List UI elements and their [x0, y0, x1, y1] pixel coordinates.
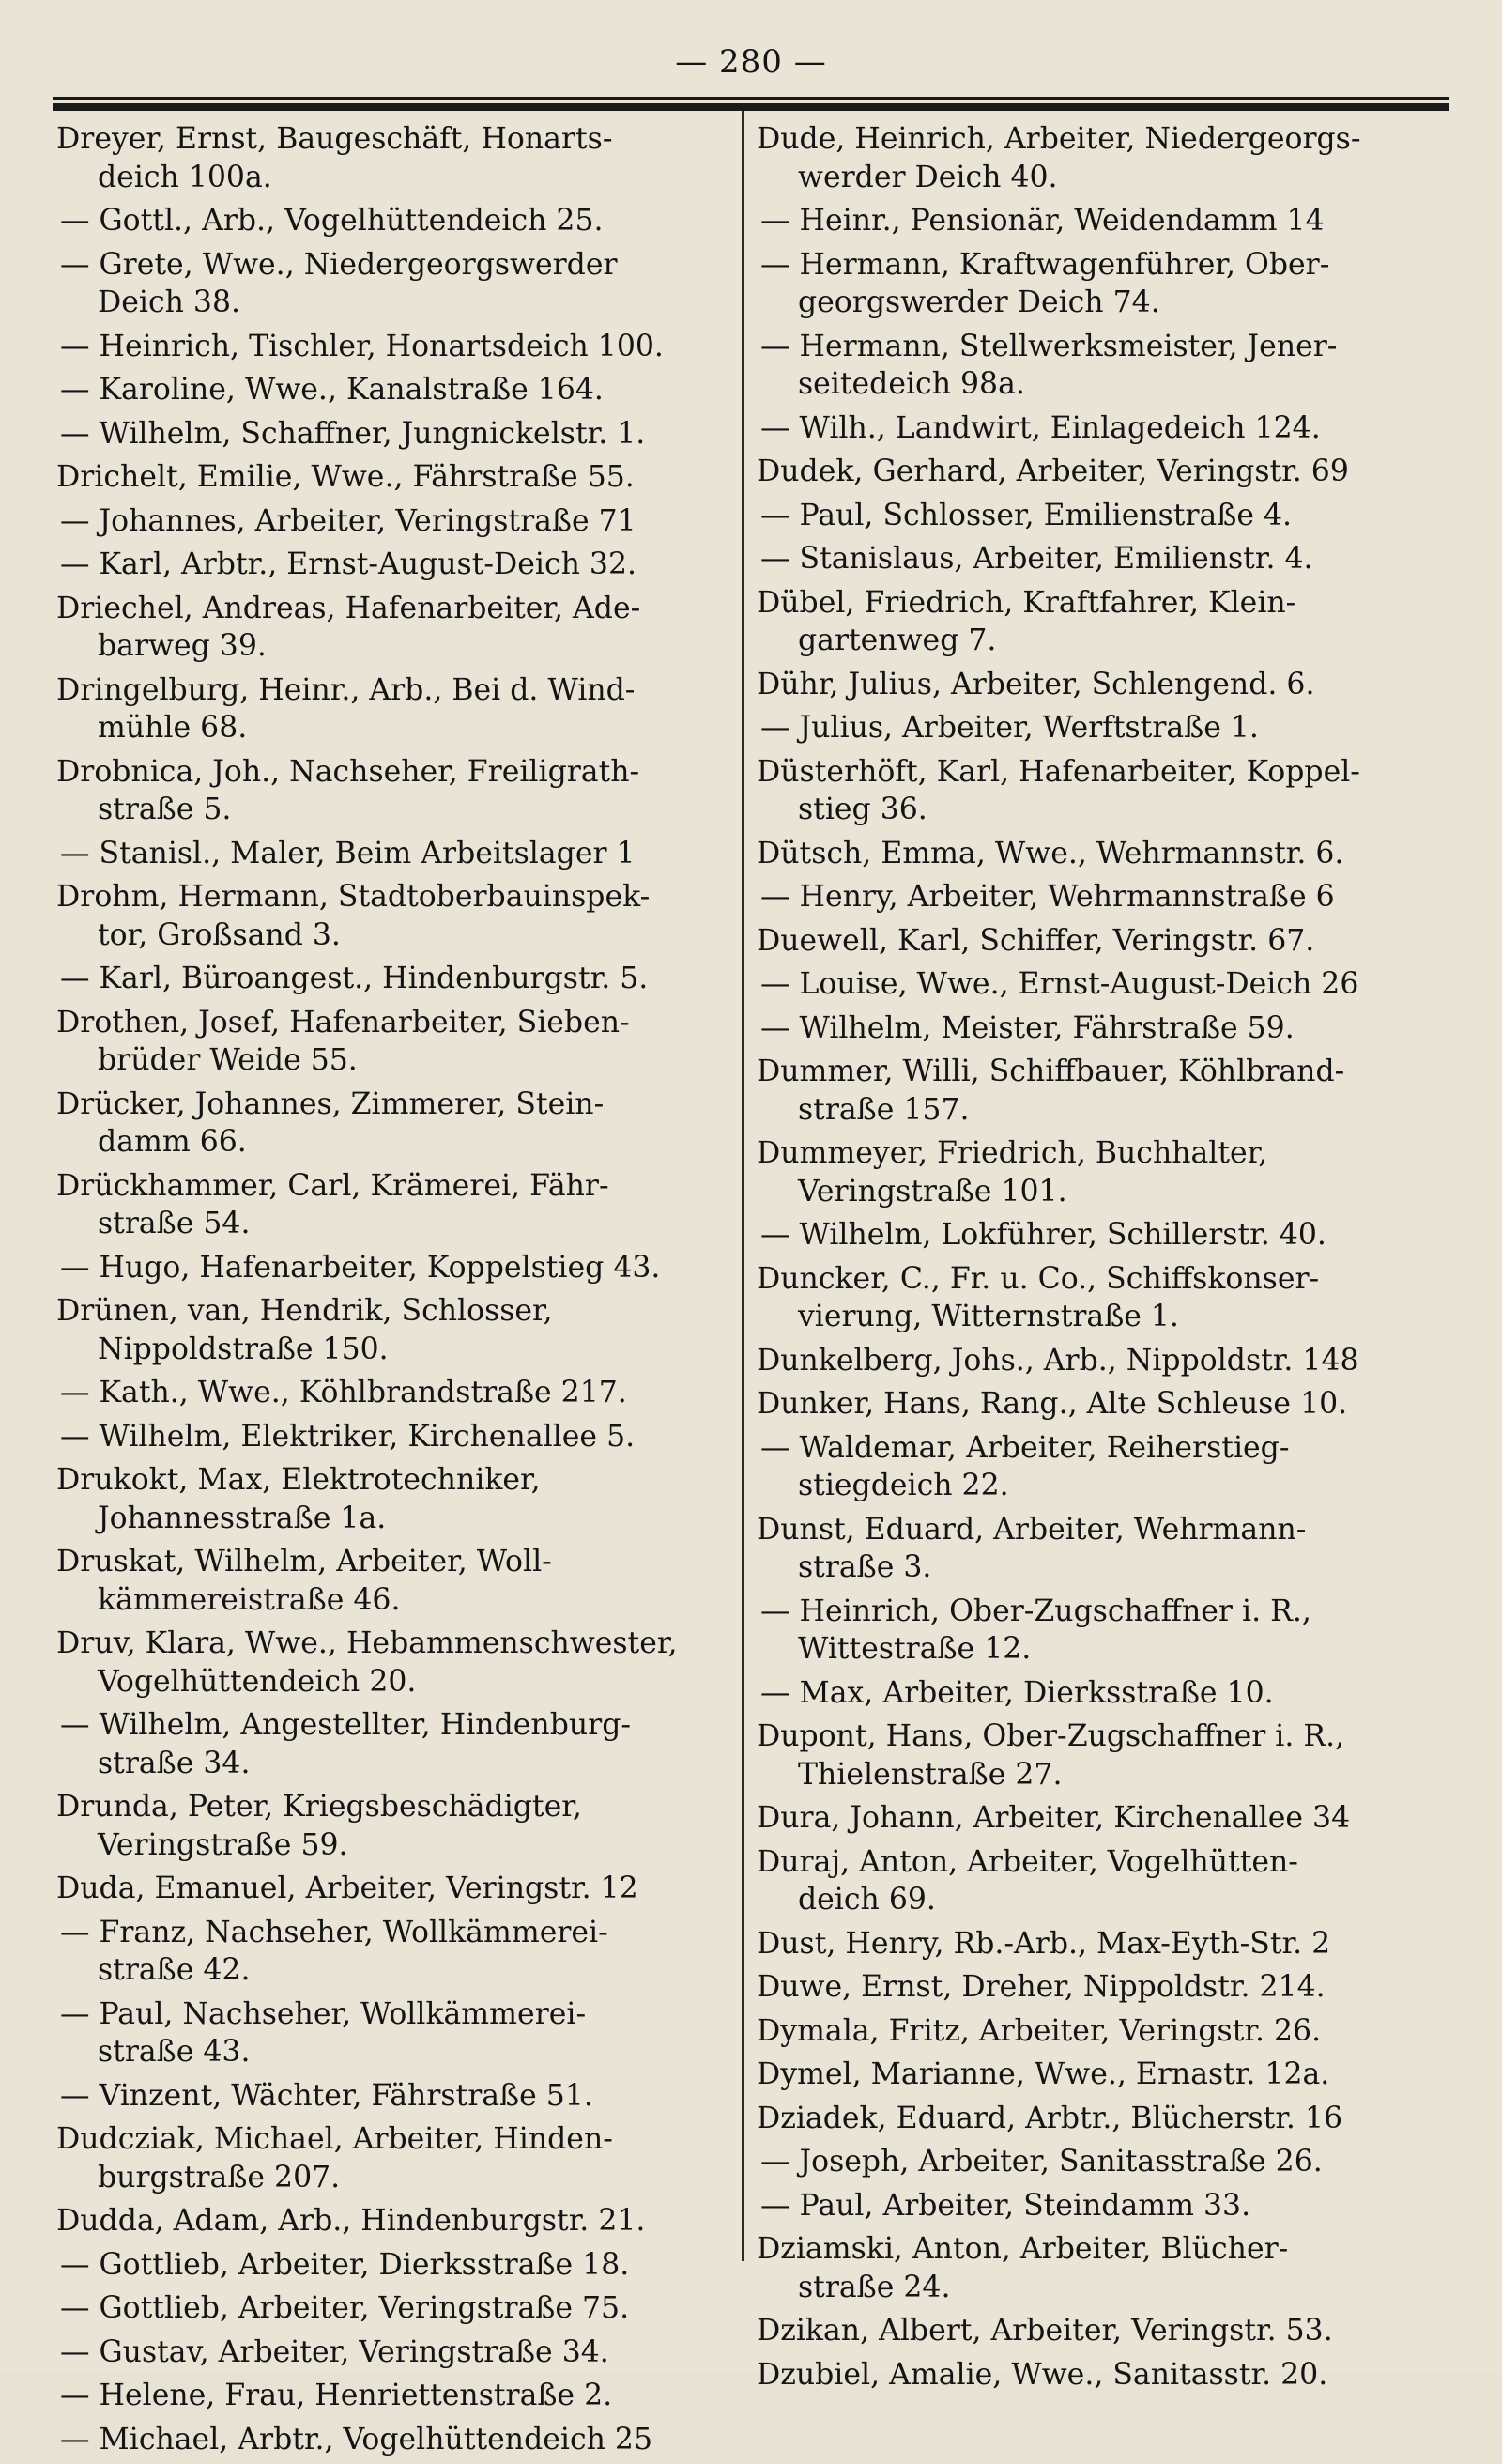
directory-entry [757, 497, 1451, 535]
directory-entry [56, 2120, 732, 2196]
directory-entry [757, 2012, 1451, 2051]
directory-entry [757, 1385, 1451, 1424]
directory-entry [56, 1995, 732, 2071]
entry-line: — Gottl., Arb., Vogelhüttendeich 25. [60, 204, 604, 238]
entry-continuation-line: Nippoldstraße 150. [98, 1332, 389, 1366]
entry-line: — Gottlieb, Arbeiter, Veringstraße 75. [60, 2291, 630, 2325]
directory-entry [56, 371, 732, 409]
directory-entry [56, 1086, 732, 1162]
directory-entry [56, 1543, 732, 1619]
entry-continuation-line: deich 100a. [98, 160, 272, 194]
directory-entry [56, 328, 732, 366]
entry-line: — Stanislaus, Arbeiter, Emilienstr. 4. [760, 542, 1313, 576]
entry-line: — Grete, Wwe., Niedergeorgswerder [60, 247, 618, 282]
entry-line: — Wilhelm, Schaffner, Jungnickelstr. 1. [60, 416, 646, 451]
directory-entry [757, 202, 1451, 240]
entry-line: — Wilhelm, Elektriker, Kirchenallee 5. [60, 1419, 636, 1454]
entry-continuation-line: straße 34. [98, 1746, 251, 1780]
entry-line: Dummeyer, Friedrich, Buchhalter, [757, 1136, 1268, 1170]
directory-entry [757, 1342, 1451, 1380]
directory-entry [757, 1968, 1451, 2007]
entry-line: Dziamski, Anton, Arbeiter, Blücher- [757, 2232, 1289, 2266]
entry-continuation-line: gartenweg 7. [798, 624, 997, 657]
directory-entry [757, 584, 1451, 660]
directory-entry [56, 1461, 732, 1537]
directory-entry [757, 1216, 1451, 1255]
directory-entry [56, 120, 732, 196]
directory-entry [757, 666, 1451, 704]
entry-line: — Gottlieb, Arbeiter, Dierksstraße 18. [60, 2247, 630, 2282]
directory-entry [56, 246, 732, 322]
entry-line: Dupont, Hans, Ober-Zugschaffner i. R., [757, 1719, 1345, 1753]
entry-line: Duraj, Anton, Arbeiter, Vogelhütten- [757, 1844, 1298, 1879]
directory-entry [757, 1511, 1451, 1587]
entry-line: — Karl, Arbtr., Ernst-August-Deich 32. [60, 547, 637, 581]
entry-line: Drichelt, Emilie, Wwe., Fährstraße 55. [56, 460, 635, 494]
entry-line: — Johannes, Arbeiter, Veringstraße 71 [60, 503, 636, 538]
entry-line: Drünen, van, Hendrik, Schlosser, [56, 1294, 553, 1328]
directory-entry [757, 2100, 1451, 2138]
entry-line: — Franz, Nachseher, Wollkämmerei- [60, 1915, 608, 1949]
entry-line: Drothen, Josef, Hafenarbeiter, Sieben- [56, 1005, 630, 1040]
entry-continuation-line: damm 66. [98, 1125, 247, 1159]
header-rule-thick [53, 103, 1449, 111]
directory-entry [56, 2289, 732, 2328]
directory-entry [757, 409, 1451, 448]
directory-entry [56, 1374, 732, 1412]
entry-line: — Max, Arbeiter, Dierksstraße 10. [760, 1675, 1274, 1710]
entry-line: Dura, Johann, Arbeiter, Kirchenallee 34 [757, 1801, 1351, 1835]
directory-entry [56, 502, 732, 541]
left-column [56, 120, 732, 2464]
entry-line: — Kath., Wwe., Köhlbrandstraße 217. [60, 1376, 627, 1409]
directory-entry [757, 1843, 1451, 1919]
entry-line: — Heinrich, Tischler, Honartsdeich 100. [60, 329, 664, 363]
directory-entry [757, 1593, 1451, 1669]
entry-line: Dunker, Hans, Rang., Alte Schleuse 10. [757, 1387, 1348, 1421]
directory-entry [757, 1799, 1451, 1838]
entry-line: Dymel, Marianne, Wwe., Ernastr. 12a. [757, 2057, 1330, 2091]
entry-line: Drunda, Peter, Kriegsbeschädigter, [56, 1790, 582, 1824]
directory-entry [757, 965, 1451, 1004]
entry-continuation-line: Vogelhüttendeich 20. [98, 1664, 417, 1699]
entry-continuation-line: werder Deich 40. [798, 160, 1058, 194]
directory-entry [56, 960, 732, 998]
entry-line: — Hermann, Stellwerksmeister, Jener- [760, 329, 1338, 363]
entry-line: Düsterhöft, Karl, Hafenarbeiter, Koppel- [757, 754, 1360, 789]
directory-entry [56, 2377, 732, 2415]
directory-entry [56, 835, 732, 873]
directory-entry [757, 1260, 1451, 1336]
entry-line: — Louise, Wwe., Ernst-August-Deich 26 [760, 967, 1359, 1001]
directory-entry [757, 1053, 1451, 1129]
entry-line: Dühr, Julius, Arbeiter, Schlengend. 6. [757, 667, 1315, 701]
directory-entry [56, 2421, 732, 2459]
directory-entry [757, 835, 1451, 873]
directory-entry [757, 453, 1451, 491]
entry-line: Duncker, C., Fr. u. Co., Schiffskonser- [757, 1261, 1320, 1296]
directory-entry [56, 202, 732, 240]
directory-entry [56, 1418, 732, 1456]
entry-continuation-line: stieg 36. [798, 793, 927, 826]
entry-line: Dringelburg, Heinr., Arb., Bei d. Wind- [56, 672, 636, 707]
directory-entry [757, 1429, 1451, 1505]
entry-line: Dzubiel, Amalie, Wwe., Sanitasstr. 20. [757, 2357, 1328, 2392]
entry-line: — Paul, Arbeiter, Steindamm 33. [760, 2188, 1251, 2223]
directory-entry [757, 120, 1451, 196]
entry-line: Dziadek, Eduard, Arbtr., Blücherstr. 16 [757, 2101, 1343, 2135]
directory-entry [56, 458, 732, 497]
directory-entry [757, 1925, 1451, 1964]
entry-line: — Joseph, Arbeiter, Sanitasstraße 26. [760, 2145, 1323, 2179]
entry-line: — Heinrich, Ober-Zugschaffner i. R., [760, 1594, 1311, 1628]
directory-entry [56, 1914, 732, 1990]
directory-entry [56, 878, 732, 954]
entry-line: — Wilh., Landwirt, Einlagedeich 124. [760, 410, 1321, 445]
directory-entry [757, 922, 1451, 961]
entry-line: — Hugo, Hafenarbeiter, Koppelstieg 43. [60, 1250, 661, 1285]
entry-continuation-line: Veringstraße 101. [798, 1174, 1067, 1209]
entry-line: — Michael, Arbtr., Vogelhüttendeich 25 [60, 2422, 652, 2456]
entry-line: Dzikan, Albert, Arbeiter, Veringstr. 53. [757, 2314, 1333, 2348]
header-rule-thin [53, 97, 1449, 100]
directory-entry [757, 1009, 1451, 1048]
entry-line: Dütsch, Emma, Wwe., Wehrmannstr. 6. [757, 836, 1344, 870]
entry-continuation-line: Johannesstraße 1a. [98, 1501, 387, 1535]
entry-continuation-line: Thielenstraße 27. [798, 1757, 1063, 1792]
entry-continuation-line: straße 157. [798, 1092, 970, 1127]
entry-line: — Waldemar, Arbeiter, Reiherstieg- [760, 1430, 1290, 1465]
directory-entry [757, 1717, 1451, 1794]
entry-line: Druv, Klara, Wwe., Hebammenschwester, [56, 1626, 678, 1660]
directory-entry [56, 415, 732, 454]
entry-line: Dudcziak, Michael, Arbeiter, Hinden- [56, 2122, 613, 2156]
directory-entry [56, 2202, 732, 2241]
entry-continuation-line: Deich 38. [98, 285, 241, 319]
entry-line: Duwe, Ernst, Dreher, Nippoldstr. 214. [757, 1970, 1326, 2004]
entry-continuation-line: kämmereistraße 46. [98, 1582, 401, 1617]
entry-line: — Karoline, Wwe., Kanalstraße 164. [60, 373, 604, 407]
entry-line: Dymala, Fritz, Arbeiter, Veringstr. 26. [757, 2013, 1322, 2048]
directory-entry [757, 878, 1451, 916]
entry-continuation-line: deich 69. [798, 1883, 936, 1917]
entry-line: Dreyer, Ernst, Baugeschäft, Honarts- [56, 122, 613, 156]
entry-line: — Wilhelm, Meister, Fährstraße 59. [760, 1010, 1295, 1045]
directory-entry [56, 2333, 732, 2372]
directory-entry [56, 671, 732, 747]
directory-entry [56, 1870, 732, 1908]
directory-entry [757, 2356, 1451, 2395]
entry-line: Dummer, Willi, Schiffbauer, Köhlbrand- [757, 1055, 1345, 1088]
entry-line: — Vinzent, Wächter, Fährstraße 51. [60, 2078, 593, 2113]
entry-line: Drukokt, Max, Elektrotechniker, [56, 1463, 541, 1497]
entry-continuation-line: mühle 68. [98, 711, 248, 745]
directory-entry [56, 1625, 732, 1701]
entry-line: Drohm, Hermann, Stadtoberbauinspek- [56, 880, 651, 914]
entry-line: Dudek, Gerhard, Arbeiter, Veringstr. 69 [757, 454, 1349, 488]
entry-line: — Stanisl., Maler, Beim Arbeitslager 1 [60, 836, 636, 870]
directory-entry [56, 753, 732, 829]
directory-entry [757, 246, 1451, 322]
directory-entry [757, 1134, 1451, 1210]
entry-continuation-line: vierung, Witternstraße 1. [798, 1300, 1179, 1333]
right-column [757, 120, 1451, 2399]
entry-continuation-line: straße 42. [98, 1953, 251, 1987]
directory-entry [56, 1249, 732, 1287]
directory-entry [56, 1004, 732, 1080]
directory-entry [56, 1292, 732, 1368]
directory-entry [757, 2312, 1451, 2350]
entry-line: — Wilhelm, Lokführer, Schillerstr. 40. [760, 1218, 1326, 1252]
page-number: — 280 — [675, 43, 827, 81]
entry-line: Druskat, Wilhelm, Arbeiter, Woll- [56, 1545, 552, 1578]
entry-continuation-line: seitedeich 98a. [798, 367, 1025, 401]
entry-continuation-line: Veringstraße 59. [98, 1827, 348, 1862]
entry-line: Dudda, Adam, Arb., Hindenburgstr. 21. [56, 2204, 646, 2238]
directory-entry [757, 753, 1451, 829]
entry-line: — Henry, Arbeiter, Wehrmannstraße 6 [760, 880, 1335, 914]
entry-line: — Hermann, Kraftwagenführer, Ober- [760, 247, 1330, 282]
directory-entry [757, 2230, 1451, 2306]
directory-entry [56, 590, 732, 666]
entry-line: Driechel, Andreas, Hafenarbeiter, Ade- [56, 591, 641, 625]
entry-line: — Heinr., Pensionär, Weidendamm 14 [760, 204, 1325, 238]
entry-continuation-line: burgstraße 207. [98, 2160, 341, 2194]
entry-line: — Paul, Schlosser, Emilienstraße 4. [760, 498, 1293, 532]
directory-entry [56, 2246, 732, 2285]
directory-entry [757, 540, 1451, 578]
directory-entry [757, 328, 1451, 404]
directory-entry [757, 2143, 1451, 2181]
directory-entry [56, 2077, 732, 2116]
column-divider [742, 111, 744, 2261]
directory-entry [56, 1788, 732, 1864]
entry-continuation-line: Wittestraße 12. [798, 1632, 1032, 1666]
entry-continuation-line: straße 5. [98, 793, 232, 826]
directory-entry [56, 1706, 732, 1782]
entry-line: Dunkelberg, Johs., Arb., Nippoldstr. 148 [757, 1343, 1359, 1378]
entry-line: Dübel, Friedrich, Kraftfahrer, Klein- [757, 585, 1296, 620]
directory-entry [757, 2187, 1451, 2225]
entry-line: — Wilhelm, Angestellter, Hindenburg- [60, 1708, 632, 1742]
entry-continuation-line: georgswerder Deich 74. [798, 285, 1160, 319]
entry-line: Dude, Heinrich, Arbeiter, Niedergeorgs- [757, 122, 1361, 156]
entry-line: Dust, Henry, Rb.-Arb., Max-Eyth-Str. 2 [757, 1926, 1331, 1961]
entry-line: Drücker, Johannes, Zimmerer, Stein- [56, 1086, 605, 1121]
entry-line: — Julius, Arbeiter, Werftstraße 1. [760, 711, 1259, 745]
entry-continuation-line: stiegdeich 22. [798, 1469, 1009, 1502]
entry-continuation-line: straße 54. [98, 1207, 251, 1240]
entry-continuation-line: barweg 39. [98, 629, 267, 663]
entry-line: Drobnica, Joh., Nachseher, Freiligrath- [56, 754, 640, 789]
entry-line: — Paul, Nachseher, Wollkämmerei- [60, 1996, 587, 2031]
directory-entry [757, 1674, 1451, 1713]
directory-entry [56, 1167, 732, 1243]
entry-continuation-line: tor, Großsand 3. [98, 917, 341, 952]
entry-line: Dunst, Eduard, Arbeiter, Wehrmann- [757, 1512, 1307, 1547]
entry-line: — Helene, Frau, Henriettenstraße 2. [60, 2379, 613, 2412]
directory-entry [757, 709, 1451, 747]
entry-line: Drückhammer, Carl, Krämerei, Fähr- [56, 1168, 609, 1203]
entry-continuation-line: straße 43. [98, 2035, 251, 2069]
entry-continuation-line: straße 3. [798, 1550, 932, 1584]
entry-continuation-line: brüder Weide 55. [98, 1043, 358, 1077]
entry-line: Duewell, Karl, Schiffer, Veringstr. 67. [757, 923, 1315, 958]
entry-line: — Gustav, Arbeiter, Veringstraße 34. [60, 2334, 609, 2369]
entry-line: Duda, Emanuel, Arbeiter, Veringstr. 12 [56, 1871, 638, 1905]
entry-continuation-line: straße 24. [798, 2270, 951, 2304]
directory-entry [56, 546, 732, 584]
entry-line: — Karl, Büroangest., Hindenburgstr. 5. [60, 962, 649, 995]
directory-entry [757, 2056, 1451, 2094]
